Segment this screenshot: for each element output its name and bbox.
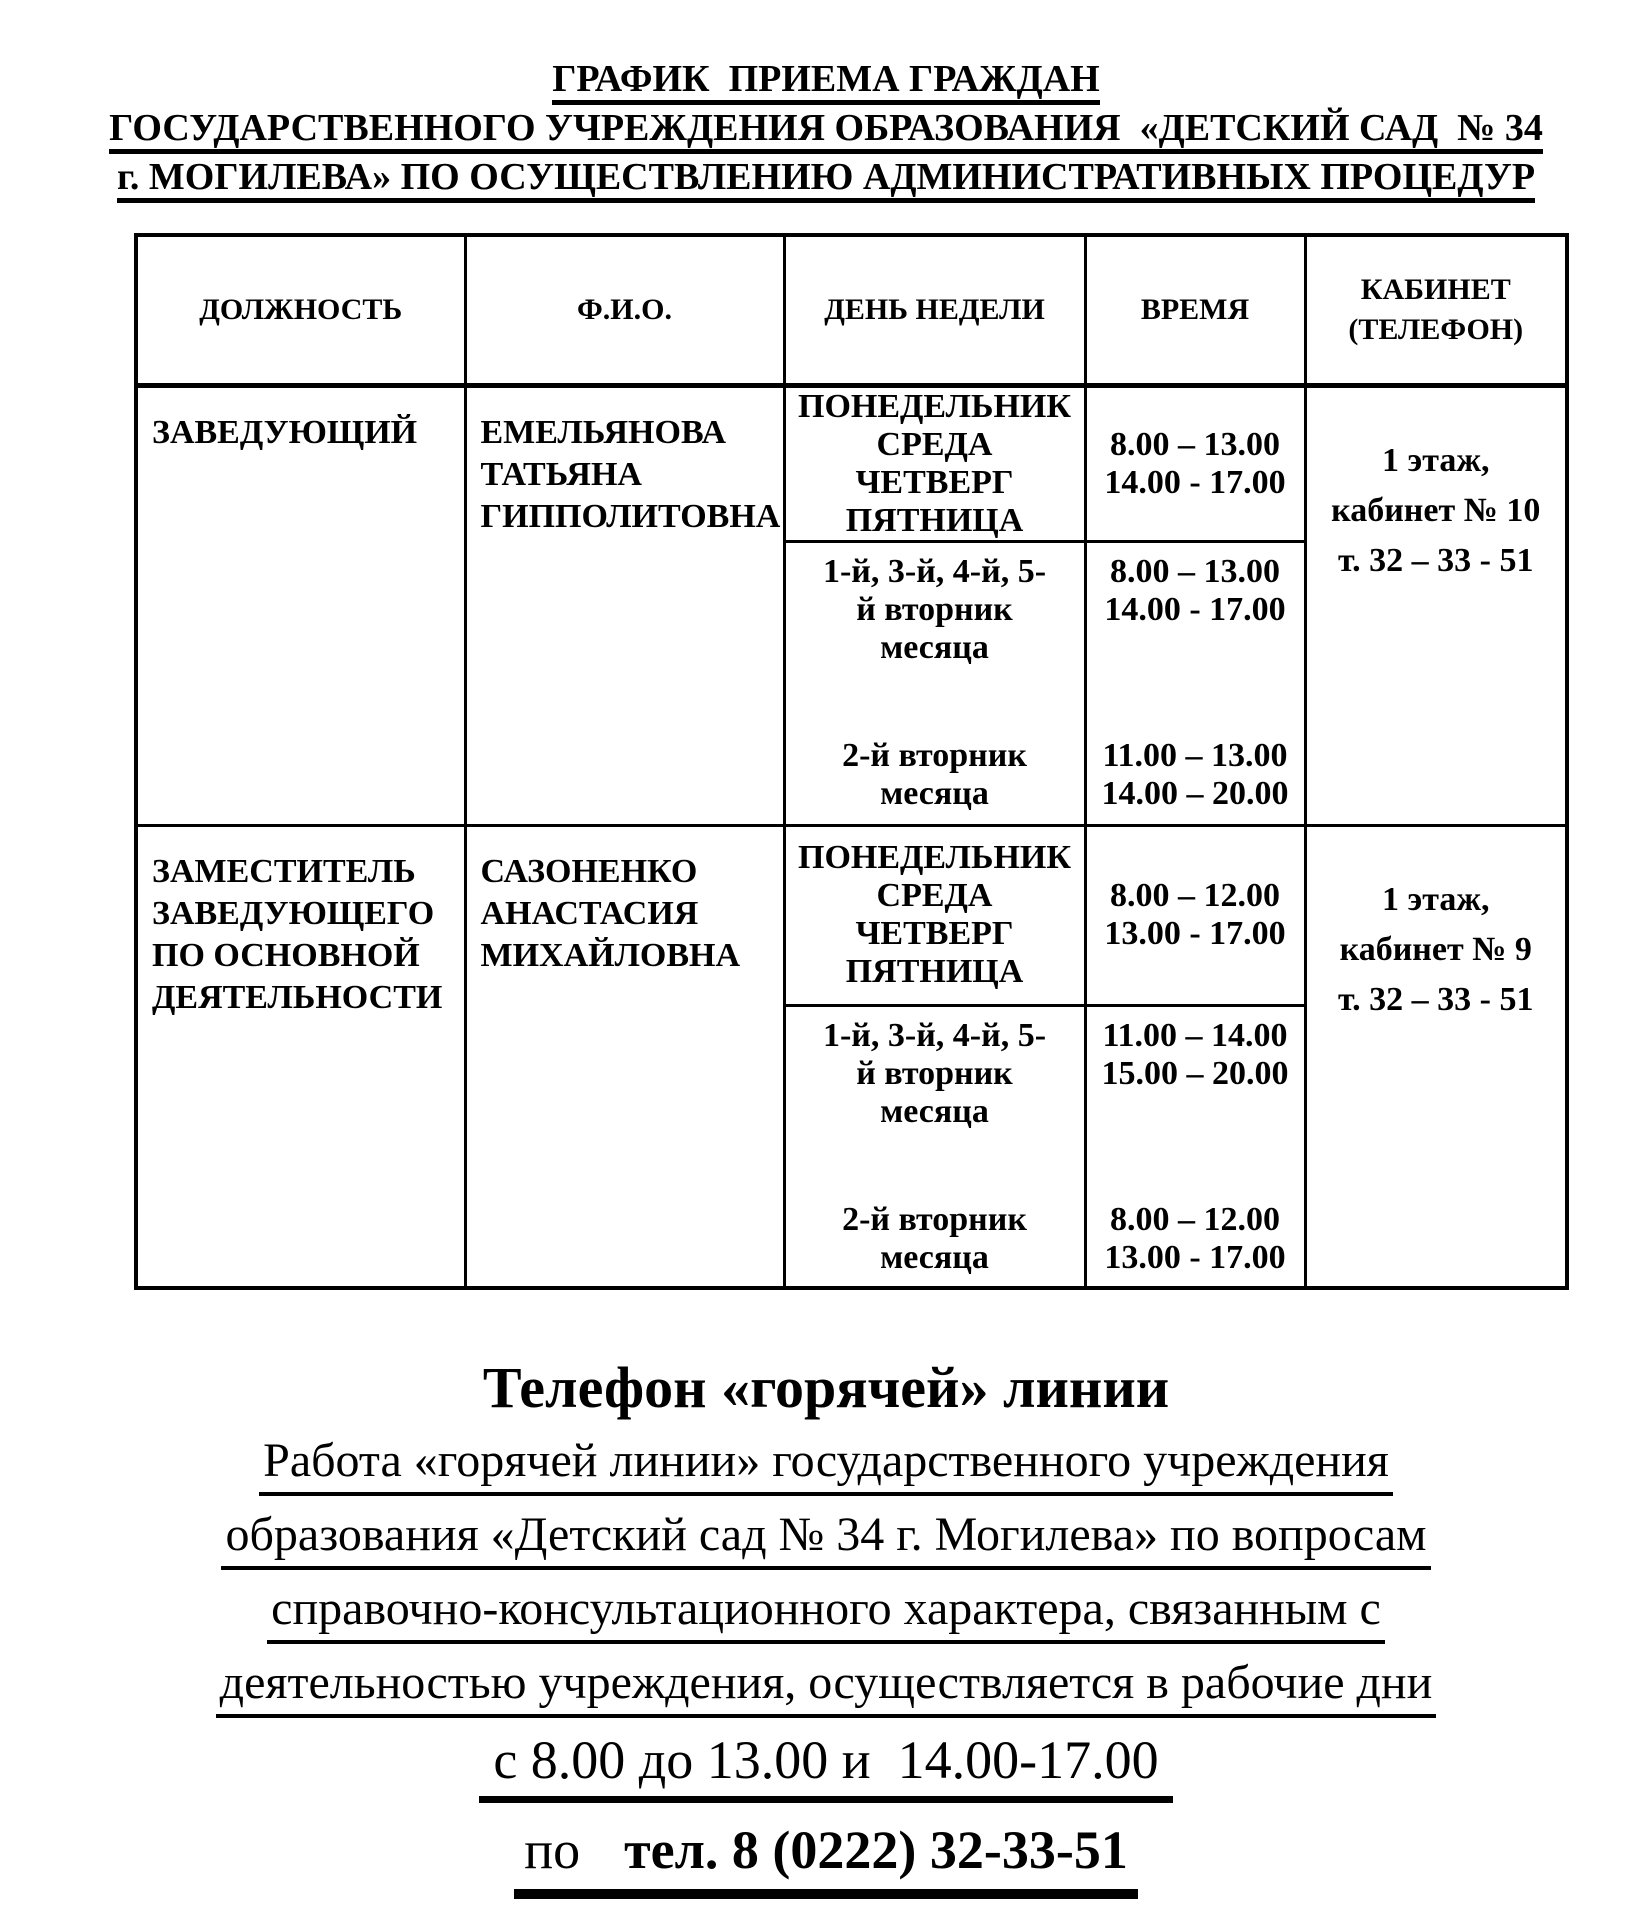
hotline-body-line-3: справочно-консультационного характера, связанным с xyxy=(267,1584,1385,1644)
hotline-section xyxy=(0,1356,1652,1899)
hotline-body-line xyxy=(0,1436,1652,1496)
row2-tuesdays-135-time: 11.00 – 14.00 15.00 – 20.00 xyxy=(1101,1016,1289,1092)
row1-tuesdays-135: 1-й, 3-й, 4-й, 5- й вторник месяца xyxy=(822,552,1047,666)
hotline-hours-text: с 8.00 до 13.00 и 14.00-17.00 xyxy=(479,1732,1172,1803)
row1-tuesday-2: 2-й вторник месяца xyxy=(842,736,1027,812)
row2-tuesdays-cell xyxy=(784,1005,1085,1288)
row2-tuesday-2-time: 8.00 – 12.00 13.00 - 17.00 xyxy=(1104,1200,1286,1276)
row2-tuesdays-time-cell xyxy=(1085,1005,1305,1288)
title-line-3 xyxy=(0,154,1652,203)
title-line-2 xyxy=(0,105,1652,154)
document-title xyxy=(0,0,1652,203)
row1-name-cell: ЕМЕЛЬЯНОВА ТАТЬЯНА ГИППОЛИТОВНА xyxy=(465,385,784,825)
header-weekday: ДЕНЬ НЕДЕЛИ xyxy=(784,235,1085,385)
row1-tuesday-2-time: 11.00 – 13.00 14.00 – 20.00 xyxy=(1101,736,1289,812)
hotline-body-line-4: деятельностью учреждения, осуществляется в рабочие дни xyxy=(216,1658,1437,1718)
hotline-body-line xyxy=(0,1658,1652,1718)
table-header-row xyxy=(136,235,1567,385)
header-cabinet: КАБИНЕТ (ТЕЛЕФОН) xyxy=(1305,235,1567,385)
header-time: ВРЕМЯ xyxy=(1085,235,1305,385)
hotline-phone-line xyxy=(0,1821,1652,1899)
hotline-body-line xyxy=(0,1584,1652,1644)
table-row xyxy=(136,385,1567,541)
row1-weekdays-time-cell: 8.00 – 13.00 14.00 - 17.00 xyxy=(1085,385,1305,541)
table-row xyxy=(136,825,1567,1005)
hotline-body-line-2: образования «Детский сад № 34 г. Могилева» по вопросам xyxy=(221,1510,1430,1570)
row2-weekdays-cell: ПОНЕДЕЛЬНИК СРЕДА ЧЕТВЕРГ ПЯТНИЦА xyxy=(784,825,1085,1005)
title-line-1 xyxy=(0,56,1652,105)
hotline-phone-wrap xyxy=(514,1821,1138,1899)
hotline-body-line xyxy=(0,1510,1652,1570)
title-line-1-text: ГРАФИК ПРИЕМА ГРАЖДАН xyxy=(552,59,1100,105)
hotline-hours-line xyxy=(0,1732,1652,1803)
hotline-phone-number: тел. 8 (0222) 32-33-51 xyxy=(624,1820,1128,1880)
row1-tuesdays-cell xyxy=(784,541,1085,825)
row2-weekdays-time-cell: 8.00 – 12.00 13.00 - 17.00 xyxy=(1085,825,1305,1005)
title-line-3-text: г. МОГИЛЕВА» ПО ОСУЩЕСТВЛЕНИЮ АДМИНИСТРАТИВНЫХ ПРОЦЕДУР xyxy=(117,157,1535,203)
row2-tuesdays-135: 1-й, 3-й, 4-й, 5- й вторник месяца xyxy=(822,1016,1047,1130)
hotline-phone-prefix: по xyxy=(524,1820,581,1880)
row2-tuesday-2: 2-й вторник месяца xyxy=(842,1200,1027,1276)
title-line-2-text: ГОСУДАРСТВЕННОГО УЧРЕЖДЕНИЯ ОБРАЗОВАНИЯ «ДЕТСКИЙ САД № 34 xyxy=(109,108,1543,154)
row1-tuesdays-135-time: 8.00 – 13.00 14.00 - 17.00 xyxy=(1104,552,1286,628)
row2-cabinet-cell: 1 этаж, кабинет № 9 т. 32 – 33 - 51 xyxy=(1305,825,1567,1288)
row2-name-cell: САЗОНЕНКО АНАСТАСИЯ МИХАЙЛОВНА xyxy=(465,825,784,1288)
row1-weekdays-cell: ПОНЕДЕЛЬНИК СРЕДА ЧЕТВЕРГ ПЯТНИЦА xyxy=(784,385,1085,541)
row2-position-cell: ЗАМЕСТИТЕЛЬ ЗАВЕДУЮЩЕГО ПО ОСНОВНОЙ ДЕЯТЕЛЬНОСТИ xyxy=(136,825,465,1288)
row1-cabinet-cell: 1 этаж, кабинет № 10 т. 32 – 33 - 51 xyxy=(1305,385,1567,825)
header-position: ДОЛЖНОСТЬ xyxy=(136,235,465,385)
reception-schedule-table xyxy=(134,233,1569,1290)
row1-position-cell: ЗАВЕДУЮЩИЙ xyxy=(136,385,465,825)
row1-tuesdays-time-cell xyxy=(1085,541,1305,825)
hotline-heading: Телефон «горячей» линии xyxy=(482,1355,1170,1420)
hotline-body-line-1: Работа «горячей линии» государственного учреждения xyxy=(259,1436,1393,1496)
header-name: Ф.И.О. xyxy=(465,235,784,385)
